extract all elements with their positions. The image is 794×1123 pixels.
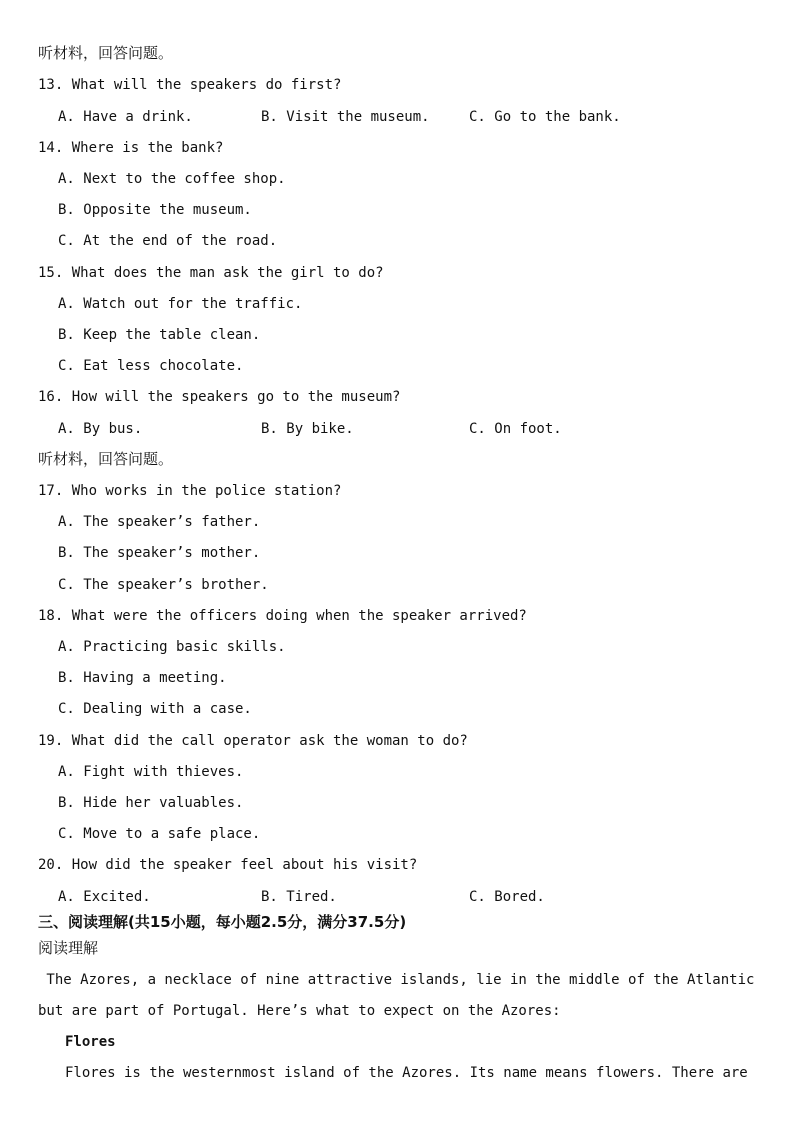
q18-option-b: B. Having a meeting. — [58, 670, 227, 686]
section-instruction-2: 听材料，回答问题。 — [38, 450, 174, 468]
question-16: 16. How will the speakers go to the museum? — [38, 389, 401, 405]
q15-option-b: B. Keep the table clean. — [58, 327, 261, 343]
q16-option-c: C. On foot. — [469, 421, 562, 437]
q19-option-c: C. Move to a safe place. — [58, 826, 261, 842]
question-18: 18. What were the officers doing when the speaker arrived? — [38, 608, 527, 624]
passage-line: The Azores, a necklace of nine attractive islands, lie in the middle of the Atlantic — [38, 972, 755, 988]
q19-option-a: A. Fight with thieves. — [58, 764, 244, 780]
q20-option-c: C. Bored. — [469, 889, 545, 905]
passage-line: but are part of Portugal. Here’s what to expect on the Azores: — [38, 1003, 561, 1019]
q17-option-c: C. The speaker’s brother. — [58, 577, 269, 593]
section-subheading: 阅读理解 — [38, 939, 99, 957]
q14-option-b: B. Opposite the museum. — [58, 202, 252, 218]
q14-option-a: A. Next to the coffee shop. — [58, 171, 286, 187]
q20-option-b: B. Tired. — [261, 889, 337, 905]
q16-option-a: A. By bus. — [58, 421, 143, 437]
question-19: 19. What did the call operator ask the woman to do? — [38, 733, 468, 749]
q13-option-a: A. Have a drink. — [58, 109, 193, 125]
q18-option-c: C. Dealing with a case. — [58, 701, 252, 717]
passage-line: Flores is the westernmost island of the Azores. Its name means flowers. There are — [65, 1065, 748, 1081]
q19-option-b: B. Hide her valuables. — [58, 795, 244, 811]
question-17: 17. Who works in the police station? — [38, 483, 342, 499]
section-instruction: 听材料，回答问题。 — [38, 44, 174, 62]
question-14: 14. Where is the bank? — [38, 140, 224, 156]
q18-option-a: A. Practicing basic skills. — [58, 639, 286, 655]
q15-option-c: C. Eat less chocolate. — [58, 358, 244, 374]
q17-option-b: B. The speaker’s mother. — [58, 545, 261, 561]
q17-option-a: A. The speaker’s father. — [58, 514, 261, 530]
q13-option-b: B. Visit the museum. — [261, 109, 430, 125]
passage-subheading: Flores — [65, 1034, 116, 1050]
question-15: 15. What does the man ask the girl to do? — [38, 265, 384, 281]
q13-option-c: C. Go to the bank. — [469, 109, 621, 125]
question-20: 20. How did the speaker feel about his visit? — [38, 857, 418, 873]
section-heading: 三、阅读理解(共15小题，每小题2.5分，满分37.5分) — [38, 913, 407, 931]
q20-option-a: A. Excited. — [58, 889, 151, 905]
q14-option-c: C. At the end of the road. — [58, 233, 278, 249]
question-13: 13. What will the speakers do first? — [38, 77, 342, 93]
q15-option-a: A. Watch out for the traffic. — [58, 296, 303, 312]
q16-option-b: B. By bike. — [261, 421, 354, 437]
